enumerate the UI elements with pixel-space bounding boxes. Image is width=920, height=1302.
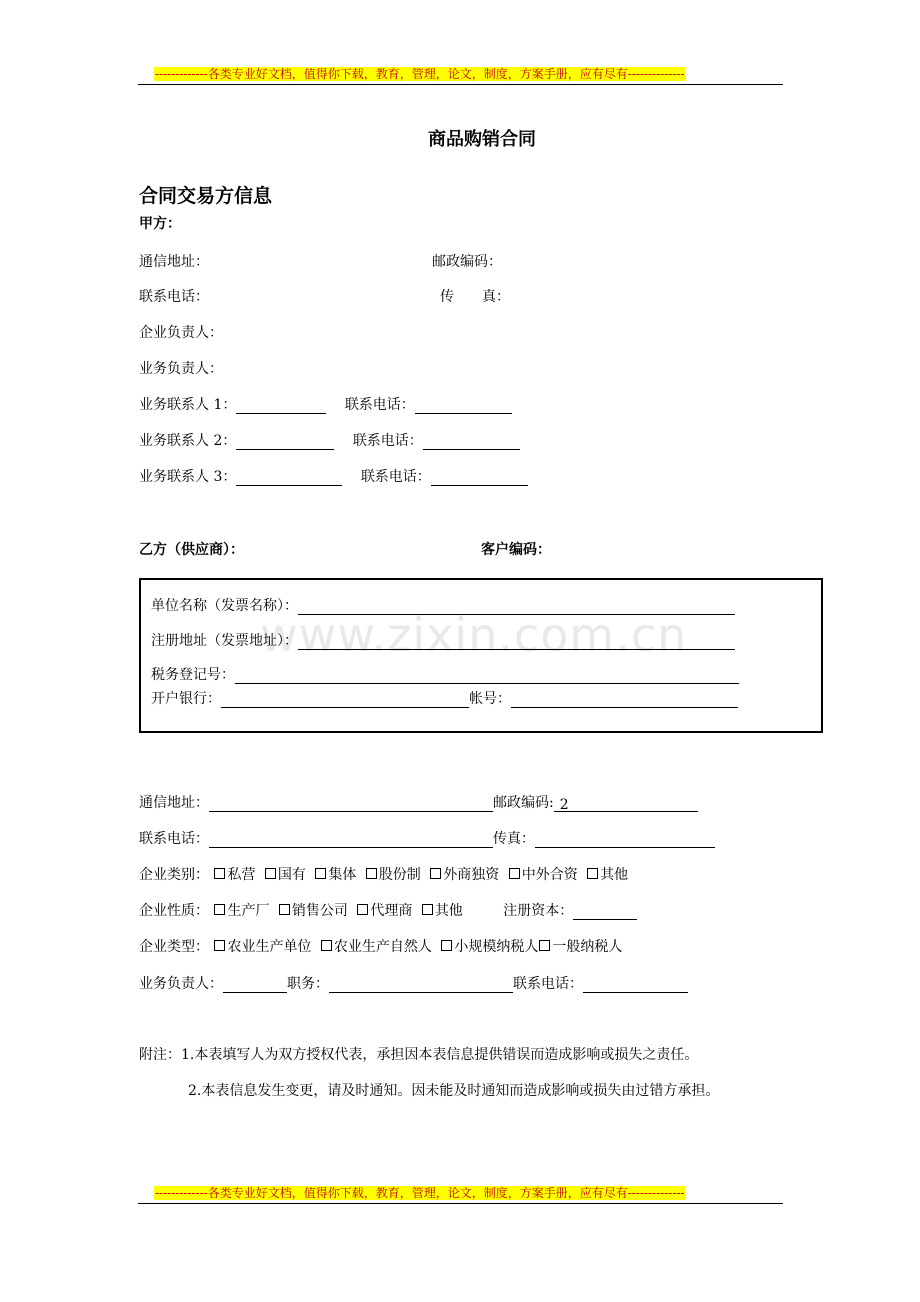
category-option[interactable] [264,867,306,883]
checkbox-icon [214,904,225,915]
category-option[interactable] [365,867,421,883]
account-label: 帐号： [469,691,511,707]
header-banner: -------------各类专业好文档，值得你下载，教育，管理，论文，制度，方案手册，应有尽有-------------- [155,67,685,81]
capital-label: 注册资本： [503,903,574,919]
footer-banner: -------------各类专业好文档，值得你下载，教育，管理，论文，制度，方案手册，应有尽有-------------- [155,1186,685,1200]
option-label: 农业生产自然人 [333,939,432,955]
option-label: 生产厂 [227,903,270,919]
party-a-contact-row-2 [139,432,520,450]
category-option[interactable] [429,867,499,883]
checkbox-icon [214,868,225,879]
category-option[interactable] [314,867,356,883]
contact-name-field[interactable] [236,470,342,486]
contact-phone-field[interactable] [415,398,512,414]
contact-phone-label: 联系电话： [344,397,415,413]
bank-field[interactable] [221,692,469,708]
notes-prefix: 附注： [139,1047,181,1063]
category-option[interactable] [213,867,255,883]
party-b-address-row [139,794,698,812]
contact-name-field[interactable] [236,398,326,414]
fax-label: 传真： [493,831,535,847]
address-field[interactable] [209,796,493,812]
option-label: 农业生产单位 [227,939,312,955]
party-b-heading: 乙方（供应商）： [139,542,244,558]
nature-option[interactable] [421,903,463,919]
enterprise-type-label: 企业类型： [139,939,209,955]
account-field[interactable] [511,692,738,708]
header-rule [138,84,783,85]
business-rep-row [139,975,688,993]
bank-row [151,690,738,708]
contact-name-field[interactable] [236,434,334,450]
postcode-label: 邮政编码: [493,795,554,811]
checkbox-icon [441,940,452,951]
party-a-address-label: 通信地址： [139,254,209,270]
note-2-text: 2.本表信息发生变更，请及时通知。因未能及时通知而造成影响或损失由过错方承担。 [188,1083,720,1099]
contact-phone-label: 联系电话： [352,433,423,449]
option-label: 代理商 [370,903,413,919]
position-label: 职务： [287,976,329,992]
option-label: 外商独资 [443,867,500,883]
type-option[interactable] [213,939,311,955]
checkbox-icon [315,868,326,879]
checkbox-icon [279,904,290,915]
note-2 [188,1082,719,1100]
contact-phone-field[interactable] [583,977,688,993]
party-a-contact-row-3 [139,468,528,486]
reg-address-label: 注册地址（发票地址）： [151,633,298,649]
company-name-row [151,597,735,615]
phone-label: 联系电话： [139,831,209,847]
option-label: 销售公司 [291,903,348,919]
contact-label: 业务联系人 2： [139,433,237,449]
party-a-business-rep-label: 业务负责人： [139,361,223,377]
contact-phone-field[interactable] [431,470,528,486]
document-title: 商品购销合同 [428,129,536,150]
category-option[interactable] [508,867,578,883]
enterprise-type-row [139,938,622,956]
checkbox-icon [430,868,441,879]
postcode-value: 2 [559,797,569,813]
option-label: 集体 [328,867,357,883]
business-rep-label: 业务负责人： [139,976,223,992]
contact-phone-field[interactable] [423,434,520,450]
capital-field[interactable] [573,904,637,920]
checkbox-icon [321,940,332,951]
party-a-contact-row-1 [139,396,512,414]
business-rep-field[interactable] [223,977,287,993]
checkbox-icon [422,904,433,915]
contact-label: 业务联系人 3： [139,469,237,485]
checkbox-icon [366,868,377,879]
option-label: 私营 [227,867,256,883]
party-a-fax-label: 传 真： [440,289,510,305]
party-a-phone-label: 联系电话： [139,289,209,305]
option-label: 国有 [277,867,306,883]
watermark: www.zixin.com.cn [260,608,688,662]
fax-field[interactable] [535,832,715,848]
tax-no-field[interactable] [235,668,739,684]
contact-phone-label: 联系电话： [513,976,583,992]
reg-address-field[interactable] [298,634,735,650]
company-name-field[interactable] [298,599,735,615]
customer-code-label: 客户编码： [481,542,551,558]
enterprise-nature-row [139,902,637,920]
option-label: 一般纳税人 [552,939,623,955]
note-1-text: 1.本表填写人为双方授权代表，承担因本表信息提供错误而造成影响或损失之责任。 [181,1047,699,1063]
postcode-field[interactable] [554,796,698,812]
party-a-postcode-label: 邮政编码： [432,254,502,270]
address-label: 通信地址： [139,795,209,811]
category-option[interactable] [586,867,628,883]
company-name-label: 单位名称（发票名称）： [151,598,298,614]
nature-option[interactable] [213,903,269,919]
checkbox-icon [357,904,368,915]
checkbox-icon [539,940,550,951]
party-a-heading: 甲方： [139,216,181,232]
enterprise-category-row [139,866,628,884]
checkbox-icon [509,868,520,879]
footer-rule [138,1203,783,1204]
option-label: 其他 [434,903,463,919]
type-option[interactable] [440,939,538,955]
option-label: 小规模纳税人 [454,939,539,955]
tax-no-label: 税务登记号： [151,667,235,683]
nature-option[interactable] [356,903,412,919]
note-1 [139,1046,698,1064]
bank-label: 开户银行： [151,691,221,707]
type-option[interactable] [538,939,622,955]
checkbox-icon [587,868,598,879]
party-b-phone-row [139,830,715,848]
contact-phone-label: 联系电话： [360,469,431,485]
party-a-legal-rep-label: 企业负责人： [139,325,223,341]
enterprise-category-label: 企业类别： [139,867,209,883]
option-label: 股份制 [378,867,421,883]
type-option[interactable] [320,939,432,955]
option-label: 中外合资 [521,867,578,883]
contact-label: 业务联系人 1： [139,397,237,413]
section-title: 合同交易方信息 [139,185,273,207]
tax-no-row [151,666,739,684]
reg-address-row [151,632,735,650]
checkbox-icon [265,868,276,879]
option-label: 其他 [600,867,629,883]
checkbox-icon [214,940,225,951]
phone-field[interactable] [209,832,493,848]
enterprise-nature-label: 企业性质： [139,903,209,919]
position-field[interactable] [329,977,513,993]
nature-option[interactable] [278,903,348,919]
